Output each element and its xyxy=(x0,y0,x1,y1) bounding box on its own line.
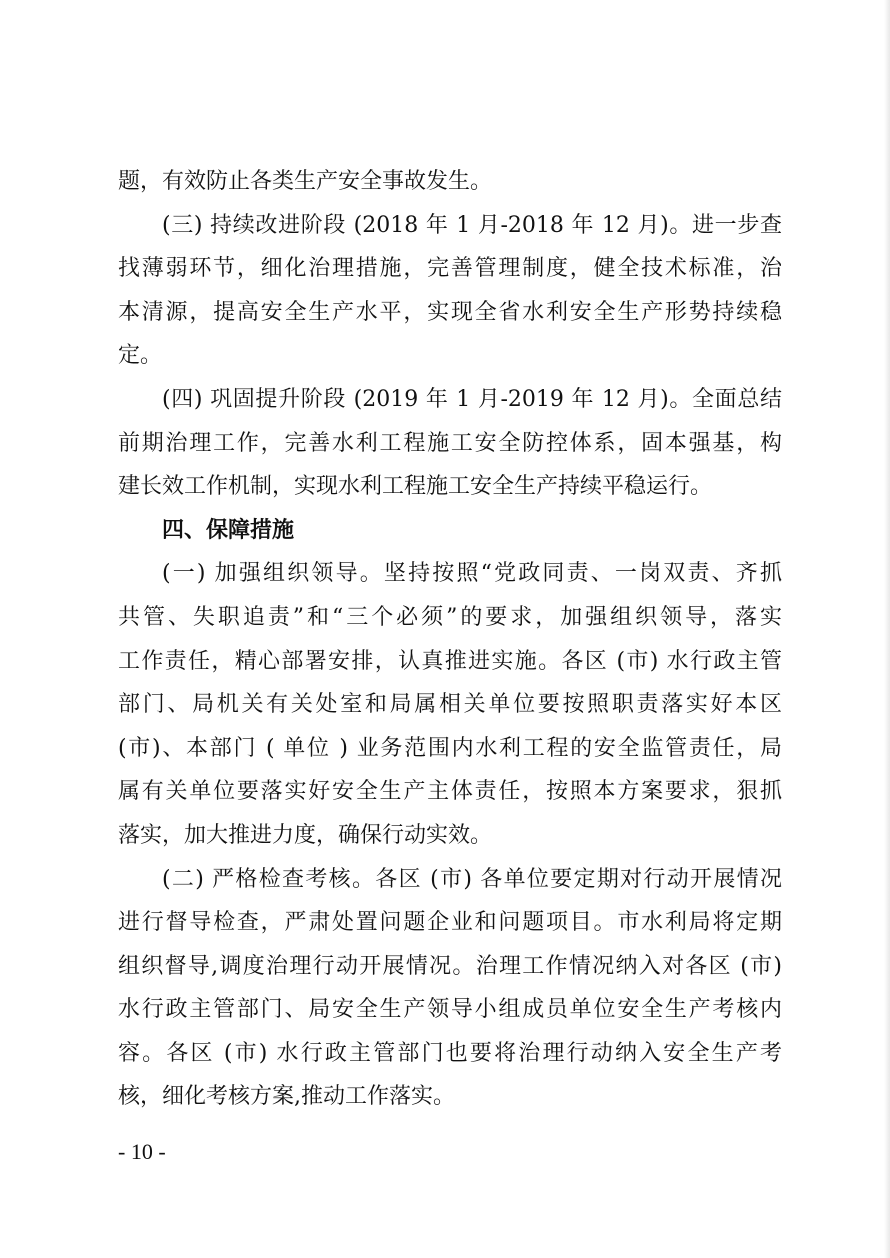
measure-one-paragraph xyxy=(118,552,782,857)
text-line: (二) 严格检查考核。各区 (市) 各单位要定期对行动开展情况 xyxy=(162,866,782,892)
text-line: (市)、本部门 ( 单位 ) 业务范围内水利工程的安全监管责任，局 xyxy=(118,735,782,761)
text-line: 建长效工作机制，实现水利工程施工安全生产持续平稳运行。 xyxy=(118,474,713,500)
section-four-heading xyxy=(118,509,782,553)
text-line: 题，有效防止各类生产安全事故发生。 xyxy=(118,169,493,194)
page-edge-shadow xyxy=(884,0,890,1258)
section-heading-text: 四、保障措施 xyxy=(162,516,295,543)
text-line: (四) 巩固提升阶段 (2019 年 1 月-2019 年 12 月)。全面总结 xyxy=(162,386,782,412)
text-line: 前期治理工作，完善水利工程施工安全防控体系，固本强基，构 xyxy=(118,430,782,456)
text-line: 核，细化考核方案,推动工作落实。 xyxy=(118,1084,455,1110)
text-line: 组织督导,调度治理行动开展情况。治理工作情况纳入对各区 (市) xyxy=(118,953,782,979)
continuation-paragraph xyxy=(118,160,782,204)
text-line: 找薄弱环节，细化治理措施，完善管理制度，健全技术标准，治 xyxy=(118,256,782,282)
measure-two-paragraph xyxy=(118,858,782,1120)
page-number: - 10 - xyxy=(118,1139,166,1164)
text-line: 容。各区 (市) 水行政主管部门也要将治理行动纳入安全生产考 xyxy=(118,1040,782,1066)
text-line: 进行督导检查，严肃处置问题企业和问题项目。市水利局将定期 xyxy=(118,910,782,936)
document-body xyxy=(118,160,782,1119)
text-line: 定。 xyxy=(118,343,163,369)
phase-three-paragraph xyxy=(118,204,782,378)
text-line: 工作责任，精心部署安排，认真推进实施。各区 (市) 水行政主管 xyxy=(118,648,782,674)
text-line: 属有关单位要落实好安全生产主体责任，按照本方案要求，狠抓 xyxy=(118,779,782,805)
text-line: (三) 持续改进阶段 (2018 年 1 月-2018 年 12 月)。进一步查 xyxy=(162,212,782,238)
text-line: 落实，加大推进力度，确保行动实效。 xyxy=(118,822,493,848)
text-line: 水行政主管部门、局安全生产领导小组成员单位安全生产考核内 xyxy=(118,997,782,1023)
phase-four-paragraph xyxy=(118,378,782,509)
text-line: 本清源，提高安全生产水平，实现全省水利安全生产形势持续稳 xyxy=(118,299,782,325)
text-line: (一) 加强组织领导。坚持按照“党政同责、一岗双责、齐抓 xyxy=(162,561,782,587)
text-line: 部门、局机关有关处室和局属相关单位要按照职责落实好本区 xyxy=(118,692,782,718)
text-line: 共管、失职追责”和“三个必须”的要求，加强组织领导，落实 xyxy=(118,604,782,630)
